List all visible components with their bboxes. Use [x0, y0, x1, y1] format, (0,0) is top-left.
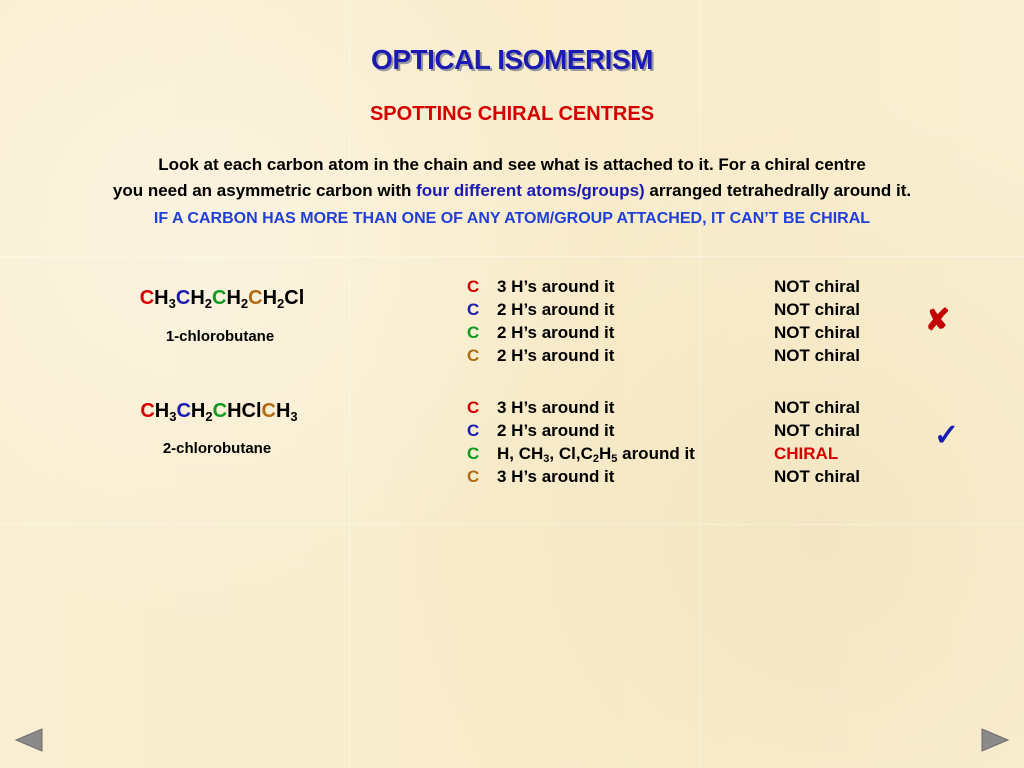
chirality-verdict: CHIRAL	[774, 444, 839, 463]
chirality-verdict: NOT chiral	[774, 398, 860, 417]
intro-line-1: Look at each carbon atom in the chain and see what is attached to it. For a chiral centre	[158, 155, 866, 174]
triangle-right-icon	[980, 728, 1010, 752]
desc-part: H	[598, 444, 612, 463]
formula-subscript: 2	[240, 296, 249, 311]
carbon-description: 2 H’s around it	[497, 421, 615, 440]
formula-subscript: 3	[169, 409, 177, 424]
intro-highlight: four different atoms/groups)	[416, 181, 645, 200]
formula-atom: H	[154, 287, 169, 309]
formula-subscript: 2	[204, 296, 212, 311]
intro-text	[0, 152, 1024, 204]
formula-atom: Cl	[284, 287, 305, 309]
triangle-left-icon	[14, 728, 44, 752]
formula-atom: H	[226, 287, 241, 309]
formula-atom: H	[190, 287, 205, 309]
formula-carbon: C	[248, 287, 263, 309]
formula-atom: H	[275, 400, 291, 422]
formula-atom: HCl	[227, 400, 262, 422]
background-seam	[0, 256, 1024, 257]
intro-line-2-end: arranged tetrahedrally around it.	[644, 181, 912, 200]
chirality-rule: IF A CARBON HAS MORE THAN ONE OF ANY ATOM/GROUP ATTACHED, IT CAN’T BE CHIRAL	[153, 210, 871, 227]
chirality-verdict: NOT chiral	[774, 277, 860, 296]
carbon-label: C	[467, 300, 480, 319]
formula-carbon: C	[139, 287, 155, 309]
formula-subscript: 3	[168, 296, 176, 311]
formula-2-chlorobutane	[99, 400, 339, 423]
desc-subscript: 2	[592, 453, 599, 465]
formula-carbon: C	[212, 400, 228, 422]
intro-line-2-start: you need an asymmetric carbon with	[112, 181, 417, 200]
carbon-label: C	[467, 346, 480, 365]
carbon-label: C	[467, 467, 480, 486]
intro-line-2	[0, 178, 1024, 204]
carbon-description: 3 H’s around it	[497, 277, 615, 296]
background-seam	[0, 524, 1024, 525]
desc-subscript: 5	[611, 453, 618, 465]
formula-subscript: 2	[205, 409, 213, 424]
carbon-label: C	[467, 398, 480, 417]
desc-part: around it	[617, 444, 695, 463]
carbon-label: C	[467, 444, 480, 463]
carbon-description: 2 H’s around it	[497, 346, 615, 365]
chirality-verdict: NOT chiral	[774, 323, 860, 342]
desc-part: H, CH	[497, 444, 544, 463]
formula-carbon: C	[212, 287, 227, 309]
molecule-name: 2-chlorobutane	[162, 440, 272, 457]
formula-subscript: 3	[290, 409, 298, 424]
next-slide-button[interactable]	[980, 728, 1010, 752]
formula-carbon: C	[175, 287, 191, 309]
formula-atom: H	[154, 400, 170, 422]
carbon-description: 2 H’s around it	[497, 300, 615, 319]
formula-subscript: 2	[277, 296, 285, 311]
carbon-description: 2 H’s around it	[497, 323, 615, 342]
carbon-description: 3 H’s around it	[497, 467, 615, 486]
carbon-label: C	[467, 277, 480, 296]
formula-carbon: C	[176, 400, 191, 422]
page-subtitle: SPOTTING CHIRAL CENTRES	[369, 103, 655, 125]
carbon-description: 3 H’s around it	[497, 398, 615, 417]
previous-slide-button[interactable]	[14, 728, 44, 752]
molecule-name: 1-chlorobutane	[165, 328, 275, 345]
formula-1-chlorobutane	[102, 287, 342, 310]
check-icon: ✓	[934, 419, 960, 452]
chirality-verdict: NOT chiral	[774, 467, 860, 486]
formula-carbon: C	[261, 400, 276, 422]
formula-atom: H	[262, 287, 278, 309]
carbon-description	[497, 444, 695, 464]
formula-atom: H	[190, 400, 206, 422]
page-title: OPTICAL ISOMERISM	[371, 44, 653, 75]
chirality-verdict: NOT chiral	[774, 421, 860, 440]
carbon-label: C	[467, 421, 480, 440]
desc-part: , Cl,C	[549, 444, 593, 463]
chirality-verdict: NOT chiral	[774, 300, 860, 319]
desc-subscript: 3	[543, 453, 550, 465]
cross-icon: ✘	[925, 304, 951, 337]
chirality-verdict: NOT chiral	[774, 346, 860, 365]
formula-carbon: C	[140, 400, 155, 422]
carbon-label: C	[467, 323, 480, 342]
